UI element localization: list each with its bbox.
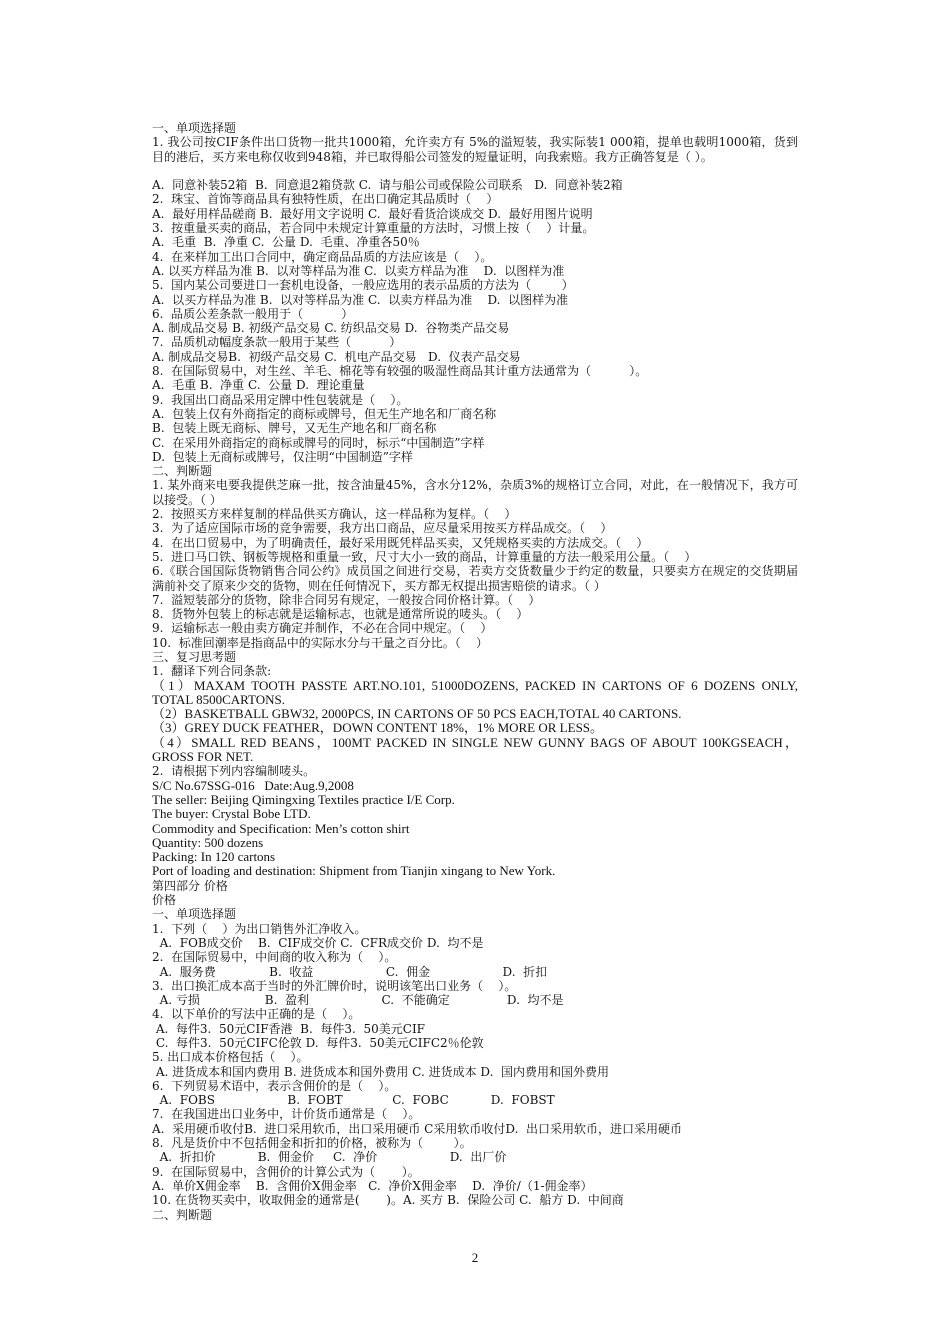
text-line: A. 同意补装52箱 B. 同意退2箱贷款 C. 请与船公司或保险公司联系 D. 同意补装2箱	[152, 178, 623, 193]
text-line: 3. 为了适应国际市场的竞争需要，我方出口商品，应尽量采用按买方样品成交。（ ）	[152, 521, 613, 536]
text-line: 二、判断题	[152, 1207, 213, 1222]
page-number: 2	[471, 1250, 479, 1265]
text-line: 9. 我国出口商品采用定牌中性包装就是（ ）。	[152, 392, 409, 407]
text-line: A. 每件3. 50元CIF香港 B. 每件3. 50美元CIF	[152, 1021, 426, 1036]
text-line: Packing: In 120 cartons	[152, 850, 276, 865]
text-line: Quantity: 500 dozens	[152, 835, 264, 850]
text-line: A. 制成品交易B. 初级产品交易 C. 机电产品交易 D. 仪表产品交易	[152, 349, 521, 364]
text-line: 6. 下列贸易术语中，表示含佣价的是（ ）。	[152, 1078, 397, 1093]
text-line: C. 在采用外商指定的商标或牌号的同时，标示“中国制造”字样	[152, 435, 485, 450]
text-line: 1. 翻译下列合同条款:	[152, 664, 272, 679]
text-line: B. 包装上既无商标、牌号，又无生产地名和厂商名称	[152, 421, 437, 436]
text-line: D. 包装上无商标或牌号，仅注明“中国制造”字样	[152, 449, 413, 464]
text-line: A. FOBS B. FOBT C. FOBC D. FOBST	[152, 1093, 555, 1108]
text-line: 2. 按照买方来样复制的样品供买方确认，这一样品称为复样。（ ）	[152, 507, 517, 522]
text-line: 三、复习思考题	[152, 649, 237, 664]
text-line: 9. 运输标志一般由卖方确定并制作，不必在合同中规定。（ ）	[152, 621, 493, 636]
text-line: 第四部分 价格	[152, 878, 228, 893]
text-line: 5. 国内某公司要进口一套机电设备，一般应选用的表示品质的方法为（ ）	[152, 278, 574, 293]
text-line: A. 制成品交易 B. 初级产品交易 C. 纺织品交易 D. 谷物类产品交易	[152, 321, 510, 336]
text-line: A. 以买方样品为准 B. 以对等样品为准 C. 以卖方样品为准 D. 以图样为准	[152, 263, 565, 278]
text-line: A. 折扣价 B. 佣金价 C. 净价 D. 出厂价	[152, 1150, 507, 1165]
text-line: 8. 货物外包装上的标志就是运输标志，也就是通常所说的唛头。（ ）	[152, 607, 529, 622]
document-body	[152, 121, 798, 1222]
text-line: 7. 品质机动幅度条款一般用于某些（ ）	[152, 335, 402, 350]
text-line: A. 采用硬币收付B. 进口采用软币，出口采用硬币 C采用软币收付D. 出口采用软币，进口采用硬币	[152, 1121, 683, 1136]
text-line: 二、判断题	[152, 464, 213, 479]
text-line: （1）MAXAM TOOTH PASSTE ART.NO.101, 51000DOZENS, PACKED IN CARTONS OF 6 DOZENS ONLY, TOTAL 8500CARTONS.	[152, 678, 798, 707]
text-line: A. 服务费 B. 收益 C. 佣金 D. 折扣	[152, 964, 548, 979]
text-line: 8. 凡是货价中不包括佣金和折扣的价格，被称为（ ）。	[152, 1136, 472, 1151]
text-line: 8. 在国际贸易中，对生丝、羊毛、棉花等有较强的吸湿性商品其计重方法通常为（ ）。	[152, 364, 648, 379]
text-line: 10. 在货物买卖中，收取佣金的通常是( )。A. 买方 B. 保险公司 C. 船方 D. 中间商	[152, 1193, 624, 1208]
text-line: 2. 珠宝、首饰等商品具有独特性质，在出口确定其品质时（ ）	[152, 192, 499, 207]
text-line: A. 包装上仅有外商指定的商标或牌号，但无生产地名和厂商名称	[152, 406, 497, 421]
text-line: The seller: Beijing Qimingxing Textiles practice I/E Corp.	[152, 792, 455, 807]
text-line: A. 毛重 B. 净重 C. 公量 D. 毛重、净重各50％	[152, 235, 420, 250]
text-line: （2）BASKETBALL GBW32, 2000PCS, IN CARTONS OF 50 PCS EACH,TOTAL 40 CARTONS.	[152, 707, 682, 722]
text-line: The buyer: Crystal Bobe LTD.	[152, 807, 311, 822]
text-line: A. FOB成交价 B. CIF成交价 C. CFR成交价 D. 均不是	[152, 935, 484, 950]
text-line: A. 亏损 B. 盈利 C. 不能确定 D. 均不是	[152, 993, 564, 1008]
text-line: 5. 出口成本价格包括（ ）。	[152, 1050, 309, 1065]
text-line: 5. 进口马口铁、钢板等规格和重量一致，尺寸大小一致的商品，计算重量的方法一般采用公量。（ ）	[152, 549, 697, 564]
text-line: 3. 出口换汇成本高于当时的外汇牌价时，说明该笔出口业务（ ）。	[152, 978, 517, 993]
text-line: 10. 标准回潮率是指商品中的实际水分与干量之百分比。（ ）	[152, 635, 488, 650]
text-line: 1. 某外商来电要我提供芝麻一批，按含油量45%，含水分12%，杂质3%的规格订立合同，对此，在一般情况下，我方可以接受。（ ）	[152, 478, 798, 507]
text-line: Commodity and Specification: Men’s cotton shirt	[152, 821, 410, 836]
text-line: A. 以买方样品为准 B. 以对等样品为准 C. 以卖方样品为准 D. 以图样为准	[152, 292, 569, 307]
text-line: A. 单价X佣金率 B. 含佣价X佣金率 C. 净价X佣金率 D. 净价/（1-佣金率）	[152, 1178, 593, 1193]
text-line: C. 每件3. 50元CIFC伦敦 D. 每件3. 50美元CIFC2％伦敦	[152, 1036, 484, 1050]
text-line: Port of loading and destination: Shipment from Tianjin xingang to New York.	[152, 864, 556, 879]
text-line: A. 进货成本和国内费用 B. 进货成本和国外费用 C. 进货成本 D. 国内费用和国外费用	[152, 1064, 610, 1079]
text-line: 1. 下列（ ）为出口销售外汇净收入。	[152, 921, 367, 936]
text-line: （4）SMALL RED BEANS，100MT PACKED IN SINGLE NEW GUNNY BAGS OF ABOUT 100KGSEACH，GROSS FOR NET.	[152, 735, 798, 765]
text-line: A. 最好用样品磋商 B. 最好用文字说明 C. 最好看货洽谈成交 D. 最好用图片说明	[152, 206, 593, 221]
text-line: 4. 在出口贸易中，为了明确责任，最好采用既凭样品买卖，又凭规格买卖的方法成交。（ ）	[152, 535, 649, 550]
text-line: 3. 按重量买卖的商品，若合同中未规定计算重量的方法时，习惯上按（ ）计量。	[152, 221, 595, 236]
text-line: 4. 在来样加工出口合同中，确定商品品质的方法应该是（ ）。	[152, 249, 493, 264]
text-line: A. 毛重 B. 净重 C. 公量 D. 理论重量	[152, 378, 365, 393]
text-line: 7. 在我国进出口业务中，计价货币通常是（ ）。	[152, 1107, 421, 1122]
text-line: 7. 溢短装部分的货物，除非合同另有规定，一般按合同价格计算。（ ）	[152, 592, 541, 607]
text-line: 2. 请根据下列内容编制唛头。	[152, 764, 316, 779]
text-line: 4. 以下单价的写法中正确的是（ ）。	[152, 1007, 361, 1022]
text-line: 1. 我公司按CIF条件出口货物一批共1000箱，允许卖方有 5%的溢短装，我实际装1 000箱，提单也载明1000箱，货到目的港后，买方来电称仅收到948箱，并已取得船公司签发的短量证明，向我索赔。我方正确答复是（ ）。	[152, 135, 798, 164]
text-line: 2. 在国际贸易中，中间商的收入称为（ ）。	[152, 950, 397, 965]
text-line: （3）GREY DUCK FEATHER，DOWN CONTENT 18%，1% MORE OR LESS。	[152, 721, 604, 736]
text-line: 9. 在国际贸易中，含佣价的计算公式为（ ）。	[152, 1164, 420, 1179]
text-line: 6. 品质公差条款一般用于（ ）	[152, 306, 354, 321]
text-line: S/C No.67SSG-016 Date:Aug.9,2008	[152, 778, 354, 793]
text-line: 一、单项选择题	[152, 121, 237, 135]
text-line: 一、单项选择题	[152, 907, 237, 922]
text-line: 价格	[152, 893, 177, 908]
text-line: 6.《联合国国际货物销售合同公约》成员国之间进行交易，若卖方交货数量少于约定的数量，只要卖方在规定的交货期届满前补交了原来少交的货物，则在任何情况下，买方都无权提出损害赔偿的请求。（ ）	[152, 564, 798, 593]
